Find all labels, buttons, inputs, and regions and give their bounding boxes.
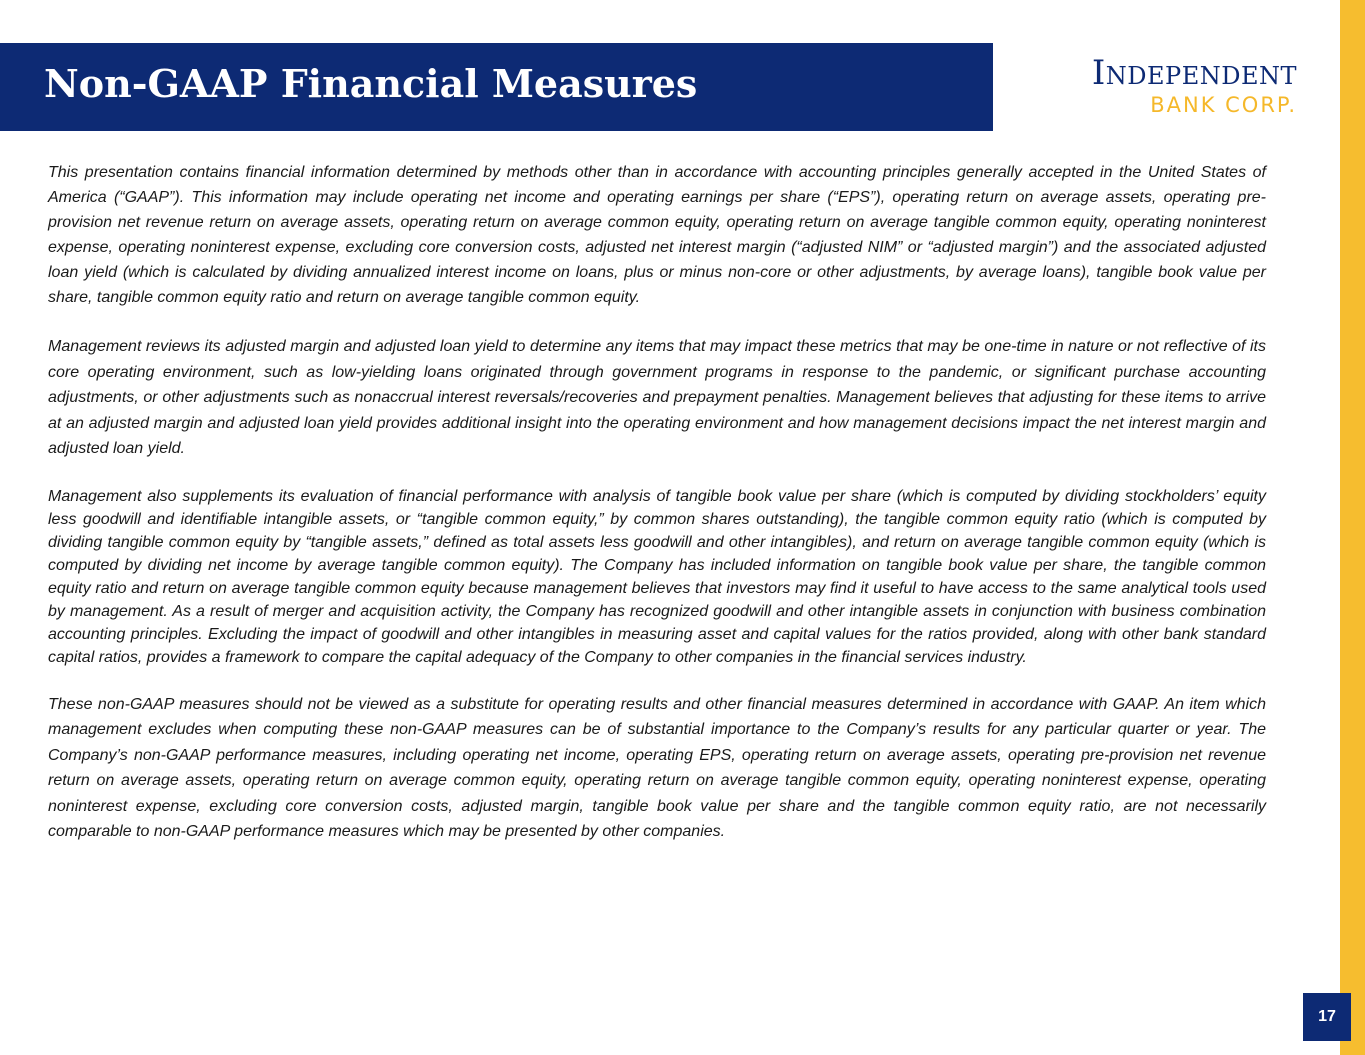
paragraph-non-gaap-caution: These non-GAAP measures should not be viewed as a substitute for operating results and other financial measures determined in accordance with GAAP. An item which management excludes when computing these non-GAAP measures can be of substantial importance to the Company’s results for any particular quarter or year. The Company’s non-GAAP performance measures, including operating net income, operating EPS, operating return on average assets, operating pre-provision net revenue return on average assets, operating return on average common equity, operating return on average tangible common equity, operating noninterest expense, operating noninterest expense, excluding core conversion costs, adjusted margin, tangible book value per share and the tangible common equity ratio, are not necessarily comparable to non-GAAP performance measures which may be presented by other companies. [48,695,1266,840]
paragraph-gaap-disclosure: This presentation contains financial information determined by methods other than in accordance with accounting principles generally accepted in the United States of America (“GAAP”). This information may include operating net income and operating earnings per share (“EPS”), operating return on average assets, operating pre-provision net revenue return on average assets, operating return on average common equity, operating return on average tangible common equity, operating noninterest expense, operating noninterest expense, excluding core conversion costs, adjusted net interest margin (“adjusted NIM” or “adjusted margin”) and the associated adjusted loan yield (which is calculated by dividing annualized interest income on loans, plus or minus non-core or other adjustments, by average loans), tangible book value per share, tangible common equity ratio and return on average tangible common equity. [48,164,1266,306]
company-logo [1092,54,1297,118]
logo-subtitle: BANK CORP. [1150,93,1297,117]
right-accent-bar [1340,0,1365,1055]
page-title: Non-GAAP Financial Measures [44,61,698,106]
page-number: 17 [1303,993,1351,1041]
body-text [48,160,1266,845]
logo-wordmark: Independent [1091,53,1297,93]
paragraph-tangible-book-value: Management also supplements its evaluation of financial performance with analysis of tangible book value per share (which is computed by dividing stockholders’ equity less goodwill and identifiable intangible assets, or “tangible common equity,” by common shares outstanding), the tangible common equity ratio (which is computed by dividing tangible common equity by “tangible assets,” defined as total assets less goodwill and other intangibles), and return on average tangible common equity (which is computed by dividing net income by average tangible common equity). The Company has included information on tangible book value per share, the tangible common equity ratio and return on average tangible common equity because management believes that investors may find it useful to have access to the same analytical tools used by management. As a result of merger and acquisition activity, the Company has recognized goodwill and other intangible assets in conjunction with business combination accounting principles. Excluding the impact of goodwill and other intangibles in measuring asset and capital values for the ratios provided, along with other bank standard capital ratios, provides a framework to compare the capital adequacy of the Company to other companies in the financial services industry. [48,487,1266,666]
paragraph-adjusted-margin: Management reviews its adjusted margin and adjusted loan yield to determine any items that may impact these metrics that may be one-time in nature or not reflective of its core operating environment, such as low-yielding loans originated through government programs in response to the pandemic, or significant purchase accounting adjustments, or other adjustments such as nonaccrual interest reversals/recoveries and prepayment penalties. Management believes that adjusting for these items to arrive at an adjusted margin and adjusted loan yield provides additional insight into the operating environment and how management decisions impact the net interest margin and adjusted loan yield. [48,338,1266,457]
